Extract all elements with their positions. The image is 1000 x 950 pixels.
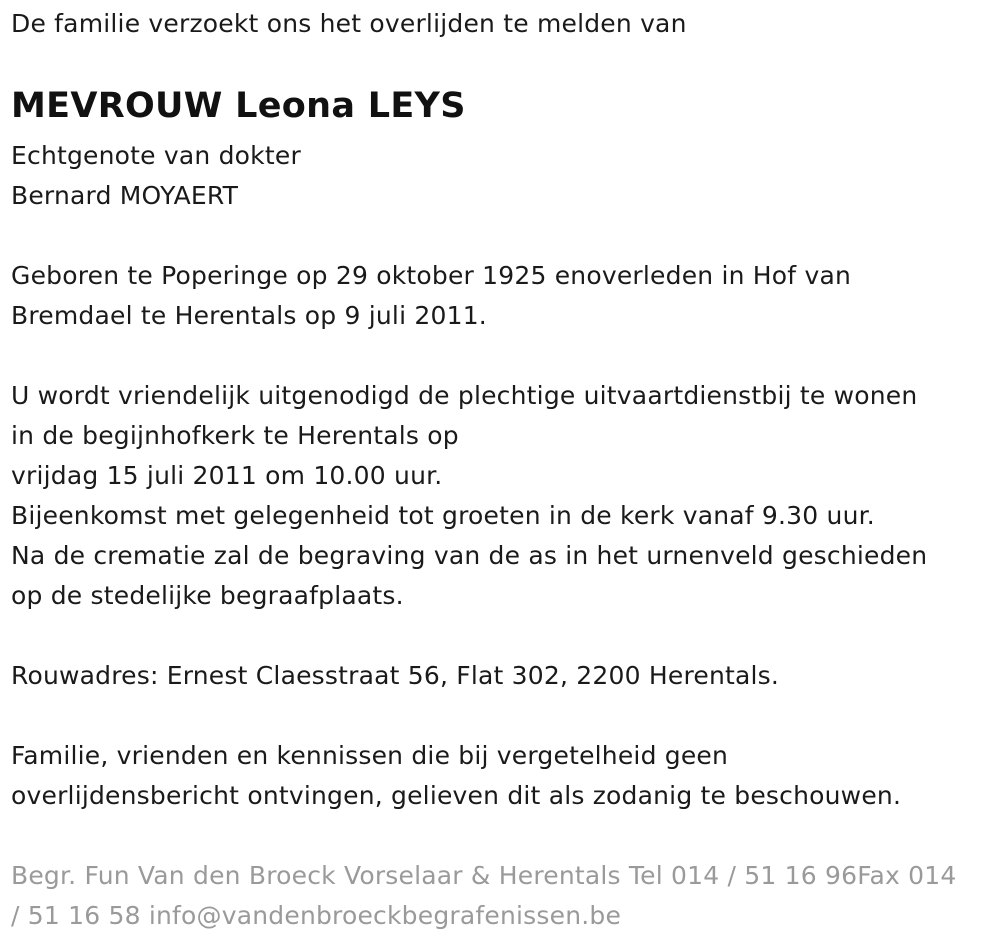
service-line-1: U wordt vriendelijk uitgenodigd de plechtige uitvaartdienstbij te wonen xyxy=(11,381,918,410)
birth-death-line-1: Geboren te Poperinge op 29 oktober 1925 enoverleden in Hof van xyxy=(11,261,852,290)
death-notice xyxy=(11,0,991,936)
spacer xyxy=(11,336,991,376)
spacer xyxy=(11,816,991,856)
closing-line-1: Familie, vrienden en kennissen die bij vergetelheid geen xyxy=(11,741,729,770)
service-line-2: in de begijnhofkerk te Herentals op xyxy=(11,421,459,450)
spouse-block xyxy=(11,136,991,216)
closing-line-2: overlijdensbericht ontvingen, gelieven dit als zodanig te beschouwen. xyxy=(11,781,902,810)
spacer xyxy=(11,216,991,256)
mourning-address: Rouwadres: Ernest Claesstraat 56, Flat 302, 2200 Herentals. xyxy=(11,661,780,690)
spouse-line-2: Bernard MOYAERT xyxy=(11,181,239,210)
spacer xyxy=(11,616,991,656)
service-line-5: Na de crematie zal de begraving van de as in het urnenveld geschieden xyxy=(11,541,928,570)
birth-death-line-2: Bremdael te Herentals op 9 juli 2011. xyxy=(11,301,487,330)
footer-line-2: / 51 16 58 info@vandenbroeckbegrafenissen.be xyxy=(11,901,622,930)
birth-death-block xyxy=(11,256,991,336)
service-block xyxy=(11,376,991,616)
intro-text: De familie verzoekt ons het overlijden te melden van xyxy=(11,9,687,38)
closing-block xyxy=(11,736,991,816)
spacer xyxy=(11,696,991,736)
service-line-4: Bijeenkomst met gelegenheid tot groeten in de kerk vanaf 9.30 uur. xyxy=(11,501,875,530)
service-line-6: op de stedelijke begraafplaats. xyxy=(11,581,404,610)
footer-line-1: Begr. Fun Van den Broeck Vorselaar & Herentals Tel 014 / 51 16 96Fax 014 xyxy=(11,861,957,890)
funeral-home-footer xyxy=(11,856,991,936)
service-line-3: vrijdag 15 juli 2011 om 10.00 uur. xyxy=(11,461,443,490)
deceased-name: MEVROUW Leona LEYS xyxy=(11,86,466,126)
spouse-line-1: Echtgenote van dokter xyxy=(11,141,301,170)
